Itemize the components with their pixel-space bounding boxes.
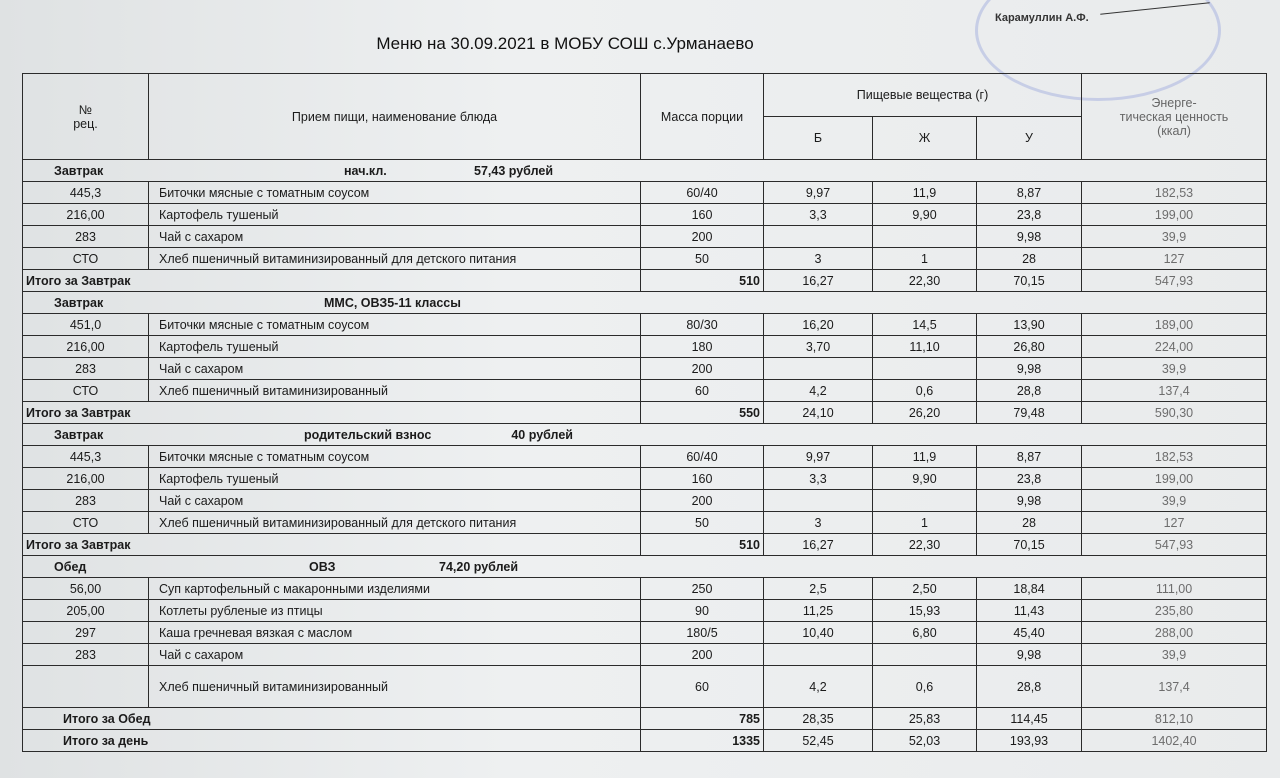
protein-value bbox=[764, 358, 873, 380]
portion-mass: 50 bbox=[641, 512, 764, 534]
recipe-number: 283 bbox=[23, 490, 149, 512]
carbs-value: 28,8 bbox=[977, 380, 1082, 402]
carbs-value: 11,43 bbox=[977, 600, 1082, 622]
portion-mass: 200 bbox=[641, 644, 764, 666]
dish-name: Чай с сахаром bbox=[149, 226, 641, 248]
dish-name: Суп картофельный с макаронными изделиями bbox=[149, 578, 641, 600]
dish-row bbox=[23, 622, 1267, 644]
carbs-value: 8,87 bbox=[977, 182, 1082, 204]
fat-value: 0,6 bbox=[873, 380, 977, 402]
signer-name: Карамуллин А.Ф. bbox=[995, 12, 1089, 24]
total-mass: 785 bbox=[641, 708, 764, 730]
section-meal: Завтрак bbox=[54, 427, 104, 442]
total-fat: 25,83 bbox=[873, 708, 977, 730]
energy-value: 39,9 bbox=[1082, 358, 1267, 380]
protein-value: 16,20 bbox=[764, 314, 873, 336]
day-total-row bbox=[23, 730, 1267, 752]
total-carbs: 70,15 bbox=[977, 270, 1082, 292]
section-meal: Обед bbox=[54, 559, 87, 574]
total-fat: 26,20 bbox=[873, 402, 977, 424]
dish-name: Чай с сахаром bbox=[149, 358, 641, 380]
carbs-value: 9,98 bbox=[977, 490, 1082, 512]
recipe-number: 445,3 bbox=[23, 446, 149, 468]
energy-value: 182,53 bbox=[1082, 446, 1267, 468]
dish-row bbox=[23, 446, 1267, 468]
section-header bbox=[23, 556, 1267, 578]
total-label: Итого за Завтрак bbox=[23, 270, 641, 292]
protein-value: 3 bbox=[764, 248, 873, 270]
total-protein: 28,35 bbox=[764, 708, 873, 730]
total-label: Итого за Обед bbox=[23, 708, 641, 730]
dish-name: Хлеб пшеничный витаминизированный bbox=[149, 380, 641, 402]
portion-mass: 60/40 bbox=[641, 182, 764, 204]
portion-mass: 80/30 bbox=[641, 314, 764, 336]
fat-value bbox=[873, 226, 977, 248]
dish-row bbox=[23, 578, 1267, 600]
header-nutrients: Пищевые вещества (г) bbox=[764, 74, 1082, 117]
fat-value: 0,6 bbox=[873, 666, 977, 708]
section-header bbox=[23, 292, 1267, 314]
fat-value: 6,80 bbox=[873, 622, 977, 644]
fat-value: 9,90 bbox=[873, 468, 977, 490]
header-recipe-number: № рец. bbox=[23, 74, 149, 160]
section-total-row bbox=[23, 402, 1267, 424]
section-meal: Завтрак bbox=[54, 295, 104, 310]
recipe-number bbox=[23, 666, 149, 708]
carbs-value: 9,98 bbox=[977, 644, 1082, 666]
fat-value: 1 bbox=[873, 512, 977, 534]
section-header-row bbox=[23, 424, 1267, 446]
energy-value: 127 bbox=[1082, 512, 1267, 534]
carbs-value: 23,8 bbox=[977, 468, 1082, 490]
header-dish: Прием пищи, наименование блюда bbox=[149, 74, 641, 160]
recipe-number: 451,0 bbox=[23, 314, 149, 336]
total-carbs: 70,15 bbox=[977, 534, 1082, 556]
portion-mass: 200 bbox=[641, 226, 764, 248]
day-total-protein: 52,45 bbox=[764, 730, 873, 752]
section-total-row bbox=[23, 708, 1267, 730]
fat-value bbox=[873, 644, 977, 666]
dish-row bbox=[23, 380, 1267, 402]
total-energy: 547,93 bbox=[1082, 270, 1267, 292]
fat-value: 11,9 bbox=[873, 446, 977, 468]
fat-value bbox=[873, 358, 977, 380]
carbs-value: 45,40 bbox=[977, 622, 1082, 644]
energy-value: 127 bbox=[1082, 248, 1267, 270]
total-mass: 550 bbox=[641, 402, 764, 424]
energy-value: 137,4 bbox=[1082, 666, 1267, 708]
recipe-number: СТО bbox=[23, 512, 149, 534]
dish-name: Чай с сахаром bbox=[149, 490, 641, 512]
fat-value: 11,10 bbox=[873, 336, 977, 358]
fat-value: 9,90 bbox=[873, 204, 977, 226]
total-carbs: 79,48 bbox=[977, 402, 1082, 424]
protein-value: 4,2 bbox=[764, 666, 873, 708]
total-carbs: 114,45 bbox=[977, 708, 1082, 730]
portion-mass: 160 bbox=[641, 468, 764, 490]
recipe-number: 445,3 bbox=[23, 182, 149, 204]
header-energy: Энерге- тическая ценность (ккал) bbox=[1082, 74, 1267, 160]
protein-value: 3,3 bbox=[764, 204, 873, 226]
dish-row bbox=[23, 314, 1267, 336]
portion-mass: 180/5 bbox=[641, 622, 764, 644]
energy-value: 199,00 bbox=[1082, 204, 1267, 226]
protein-value: 9,97 bbox=[764, 182, 873, 204]
header-carbs: У bbox=[977, 117, 1082, 160]
protein-value: 10,40 bbox=[764, 622, 873, 644]
protein-value bbox=[764, 490, 873, 512]
dish-name: Картофель тушеный bbox=[149, 204, 641, 226]
energy-value: 235,80 bbox=[1082, 600, 1267, 622]
dish-row bbox=[23, 600, 1267, 622]
recipe-number: 216,00 bbox=[23, 204, 149, 226]
fat-value bbox=[873, 490, 977, 512]
total-label: Итого за Завтрак bbox=[23, 402, 641, 424]
carbs-value: 28,8 bbox=[977, 666, 1082, 708]
carbs-value: 18,84 bbox=[977, 578, 1082, 600]
dish-name: Хлеб пшеничный витаминизированный для детского питания bbox=[149, 512, 641, 534]
section-header bbox=[23, 424, 1267, 446]
carbs-value: 28 bbox=[977, 248, 1082, 270]
section-total-row bbox=[23, 270, 1267, 292]
document-title: Меню на 30.09.2021 в МОБУ СОШ с.Урманаево bbox=[376, 34, 754, 53]
section-price: 57,43 рублей bbox=[474, 163, 553, 178]
protein-value: 4,2 bbox=[764, 380, 873, 402]
dish-row bbox=[23, 666, 1267, 708]
carbs-value: 28 bbox=[977, 512, 1082, 534]
carbs-value: 13,90 bbox=[977, 314, 1082, 336]
fat-value: 2,50 bbox=[873, 578, 977, 600]
fat-value: 15,93 bbox=[873, 600, 977, 622]
section-group: нач.кл. bbox=[344, 163, 387, 178]
energy-value: 39,9 bbox=[1082, 644, 1267, 666]
dish-name: Биточки мясные с томатным соусом bbox=[149, 182, 641, 204]
recipe-number: 297 bbox=[23, 622, 149, 644]
energy-value: 39,9 bbox=[1082, 226, 1267, 248]
total-protein: 16,27 bbox=[764, 270, 873, 292]
protein-value: 3,3 bbox=[764, 468, 873, 490]
section-header-row bbox=[23, 556, 1267, 578]
recipe-number: СТО bbox=[23, 248, 149, 270]
fat-value: 14,5 bbox=[873, 314, 977, 336]
recipe-number: 216,00 bbox=[23, 336, 149, 358]
day-total-mass: 1335 bbox=[641, 730, 764, 752]
portion-mass: 90 bbox=[641, 600, 764, 622]
energy-value: 288,00 bbox=[1082, 622, 1267, 644]
section-header-row bbox=[23, 160, 1267, 182]
recipe-number: 205,00 bbox=[23, 600, 149, 622]
portion-mass: 250 bbox=[641, 578, 764, 600]
section-meal: Завтрак bbox=[54, 163, 104, 178]
dish-name: Котлеты рубленые из птицы bbox=[149, 600, 641, 622]
carbs-value: 9,98 bbox=[977, 226, 1082, 248]
header-protein: Б bbox=[764, 117, 873, 160]
section-price: 40 рублей bbox=[511, 427, 573, 442]
header-row bbox=[23, 74, 1267, 117]
portion-mass: 50 bbox=[641, 248, 764, 270]
recipe-number: 283 bbox=[23, 226, 149, 248]
total-protein: 24,10 bbox=[764, 402, 873, 424]
energy-value: 224,00 bbox=[1082, 336, 1267, 358]
section-price: 74,20 рублей bbox=[439, 559, 518, 574]
header-fat: Ж bbox=[873, 117, 977, 160]
protein-value: 2,5 bbox=[764, 578, 873, 600]
energy-value: 199,00 bbox=[1082, 468, 1267, 490]
dish-name: Картофель тушеный bbox=[149, 336, 641, 358]
energy-value: 137,4 bbox=[1082, 380, 1267, 402]
menu-table bbox=[22, 73, 1267, 752]
recipe-number: 283 bbox=[23, 358, 149, 380]
protein-value: 9,97 bbox=[764, 446, 873, 468]
recipe-number: СТО bbox=[23, 380, 149, 402]
carbs-value: 9,98 bbox=[977, 358, 1082, 380]
energy-value: 189,00 bbox=[1082, 314, 1267, 336]
total-fat: 22,30 bbox=[873, 270, 977, 292]
dish-name: Картофель тушеный bbox=[149, 468, 641, 490]
dish-name: Каша гречневая вязкая с маслом bbox=[149, 622, 641, 644]
portion-mass: 180 bbox=[641, 336, 764, 358]
protein-value bbox=[764, 226, 873, 248]
section-group: ОВЗ bbox=[309, 559, 336, 574]
portion-mass: 200 bbox=[641, 358, 764, 380]
total-protein: 16,27 bbox=[764, 534, 873, 556]
day-total-energy: 1402,40 bbox=[1082, 730, 1267, 752]
dish-row bbox=[23, 248, 1267, 270]
dish-row bbox=[23, 490, 1267, 512]
portion-mass: 60 bbox=[641, 380, 764, 402]
total-label: Итого за Завтрак bbox=[23, 534, 641, 556]
energy-value: 111,00 bbox=[1082, 578, 1267, 600]
dish-row bbox=[23, 358, 1267, 380]
dish-row bbox=[23, 226, 1267, 248]
dish-row bbox=[23, 204, 1267, 226]
portion-mass: 60 bbox=[641, 666, 764, 708]
protein-value bbox=[764, 644, 873, 666]
section-total-row bbox=[23, 534, 1267, 556]
dish-row bbox=[23, 182, 1267, 204]
energy-value: 182,53 bbox=[1082, 182, 1267, 204]
recipe-number: 216,00 bbox=[23, 468, 149, 490]
total-mass: 510 bbox=[641, 270, 764, 292]
day-total-carbs: 193,93 bbox=[977, 730, 1082, 752]
dish-name: Биточки мясные с томатным соусом bbox=[149, 446, 641, 468]
fat-value: 11,9 bbox=[873, 182, 977, 204]
total-energy: 590,30 bbox=[1082, 402, 1267, 424]
portion-mass: 60/40 bbox=[641, 446, 764, 468]
total-mass: 510 bbox=[641, 534, 764, 556]
dish-row bbox=[23, 512, 1267, 534]
section-header bbox=[23, 160, 1267, 182]
dish-row bbox=[23, 336, 1267, 358]
fat-value: 1 bbox=[873, 248, 977, 270]
carbs-value: 26,80 bbox=[977, 336, 1082, 358]
recipe-number: 283 bbox=[23, 644, 149, 666]
section-header-row bbox=[23, 292, 1267, 314]
energy-value: 39,9 bbox=[1082, 490, 1267, 512]
portion-mass: 200 bbox=[641, 490, 764, 512]
dish-row bbox=[23, 468, 1267, 490]
dish-name: Чай с сахаром bbox=[149, 644, 641, 666]
dish-name: Хлеб пшеничный витаминизированный для детского питания bbox=[149, 248, 641, 270]
protein-value: 3 bbox=[764, 512, 873, 534]
portion-mass: 160 bbox=[641, 204, 764, 226]
carbs-value: 23,8 bbox=[977, 204, 1082, 226]
dish-name: Биточки мясные с томатным соусом bbox=[149, 314, 641, 336]
day-total-label: Итого за день bbox=[23, 730, 641, 752]
total-fat: 22,30 bbox=[873, 534, 977, 556]
header-mass: Масса порции bbox=[641, 74, 764, 160]
protein-value: 11,25 bbox=[764, 600, 873, 622]
section-group: родительский взнос bbox=[304, 427, 432, 442]
day-total-fat: 52,03 bbox=[873, 730, 977, 752]
section-group: ММС, ОВЗ5-11 классы bbox=[324, 295, 461, 310]
total-energy: 812,10 bbox=[1082, 708, 1267, 730]
recipe-number: 56,00 bbox=[23, 578, 149, 600]
total-energy: 547,93 bbox=[1082, 534, 1267, 556]
protein-value: 3,70 bbox=[764, 336, 873, 358]
dish-name: Хлеб пшеничный витаминизированный bbox=[149, 666, 641, 708]
dish-row bbox=[23, 644, 1267, 666]
carbs-value: 8,87 bbox=[977, 446, 1082, 468]
